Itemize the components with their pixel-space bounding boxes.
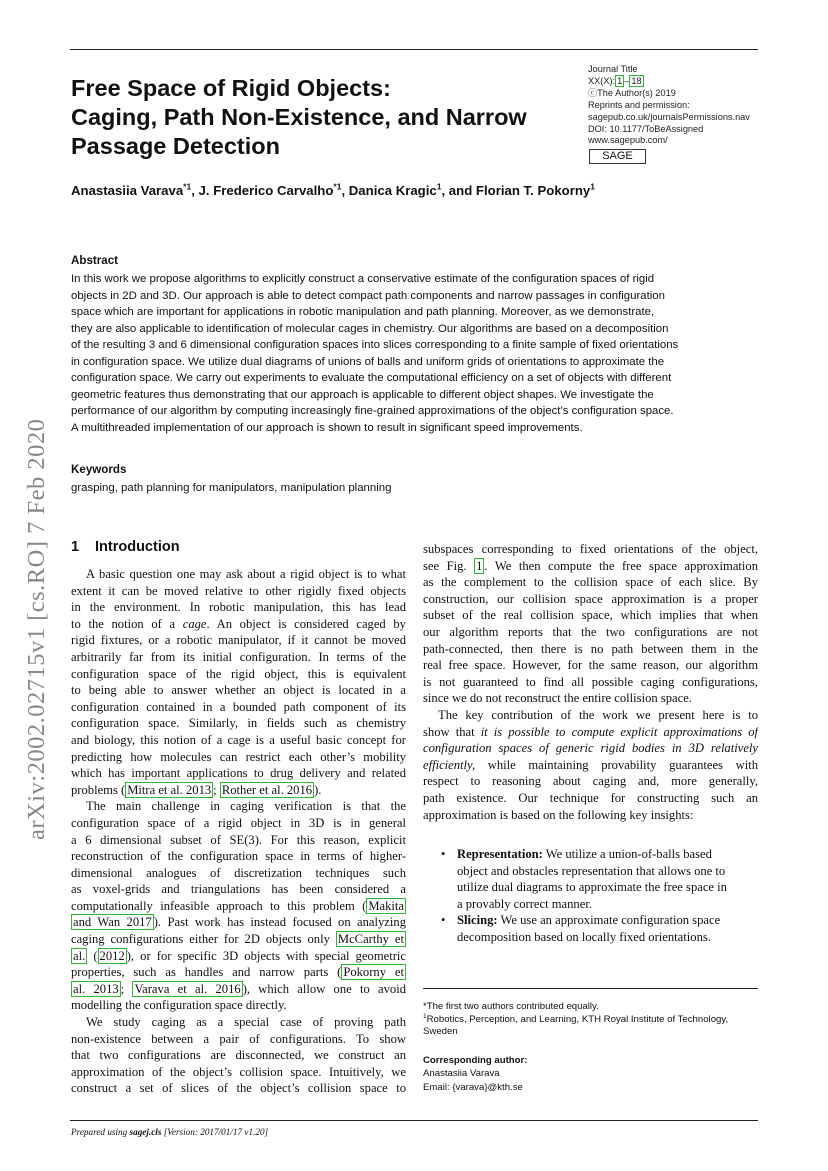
list-item-term: Slicing: — [457, 913, 498, 928]
keywords-text: grasping, path planning for manipulators, manipulation planning — [71, 482, 392, 494]
citation-link[interactable]: Rother et al. 2016 — [221, 782, 313, 797]
body-line: respect to reasoning about caging and, more generally, — [423, 774, 758, 789]
citation-link[interactable]: al. 2013 — [73, 981, 119, 996]
body-line: path-connected, then there is no path between them in the — [423, 641, 758, 656]
body-line: as the complement to the collision space of each slice. By — [423, 575, 758, 590]
journal-info — [588, 64, 788, 147]
body-line: real free space. However, for the same reason, our algorithm — [423, 658, 758, 673]
citation-link[interactable]: Makita — [368, 898, 404, 913]
body-line — [71, 948, 406, 965]
body-line: our algorithm reports that the two configurations are not — [423, 624, 758, 639]
body-line: and biology, this notion of a cage is a useful basic concept for — [71, 732, 406, 747]
text-run: ). — [314, 782, 322, 797]
keywords-heading: Keywords — [71, 463, 127, 476]
body-line: non-existence between a pair of configurations. To show — [71, 1031, 406, 1046]
citation-link[interactable]: McCarthy et — [337, 932, 404, 947]
body-line — [71, 981, 406, 998]
body-line: approximation of the object’s collision space. Intuitively, we — [71, 1064, 406, 1079]
journal-pages — [588, 76, 788, 88]
footnote-equal: *The first two authors contributed equally. — [423, 1001, 599, 1012]
author-affil-mark: 1 — [590, 181, 595, 192]
abstract-line: of the resulting 3 and 6 dimensional configuration spaces into slices corresponding to a finite sample of fixed orientations — [71, 339, 679, 352]
page-last-link[interactable]: 18 — [631, 75, 642, 86]
body-line: The main challenge in caging verification is that the — [86, 799, 406, 814]
corr-email: Email: {varava}@kth.se — [423, 1081, 523, 1093]
corr-name: Anastasiia Varava — [423, 1068, 500, 1080]
body-line: arbitrarily far from its initial configuration. In terms of the — [71, 649, 406, 664]
journal-doi: DOI: 10.1177/ToBeAssigned — [588, 123, 704, 134]
author-separator: , — [341, 183, 349, 198]
insight-list — [441, 846, 759, 946]
body-line: configuration space of a rigid object in 3D is in general — [71, 815, 406, 830]
author-name: Anastasiia Varava — [71, 183, 184, 198]
emphasis: it is possible to compute explicit approximations of — [480, 724, 758, 739]
bullet-icon: • — [441, 847, 446, 861]
list-item-term: Representation: — [457, 847, 543, 861]
abstract-body — [71, 271, 761, 436]
body-line: in the environment. In robotic manipulation, this has lead — [71, 600, 406, 615]
emphasis: cage — [182, 616, 207, 631]
body-line: a 6 dimensional subset of SE(3). For this reason, explicit — [71, 832, 406, 847]
list-item-line: object and obstacles representation that allows one to — [457, 863, 726, 878]
body-line: reconstruction of the configuration space in terms of higher- — [71, 849, 406, 864]
text-run: ( — [87, 948, 98, 963]
body-line: configuration space of the rigid object, this is equivalent — [71, 666, 406, 681]
footnote-mark: 1 — [423, 1012, 427, 1020]
text-run: ; — [213, 782, 220, 797]
text-run: We use an approximate configuration space — [497, 913, 721, 928]
abstract-line: objects in 2D and 3D. Our approach is able to detect compact path components and narrow passages in configuration — [71, 289, 665, 302]
list-item — [441, 846, 759, 863]
text-run: ), or for specific 3D objects with special geometric — [126, 948, 406, 963]
text-run: Robotics, Perception, and Learning, KTH Royal Institute of Technology, — [426, 1013, 729, 1025]
body-line: which has important applications to drug delivery and related — [71, 766, 406, 781]
author-separator: , — [191, 183, 199, 198]
body-line: dimensional analogues of discretization techniques such — [71, 865, 406, 880]
arxiv-stamp: arXiv:2002.02715v1 [cs.RO] 7 Feb 2020 — [23, 418, 50, 840]
body-line: to being able to answer whether an object is located in a — [71, 683, 406, 698]
page-first-link[interactable]: 1 — [617, 75, 623, 86]
abstract-line: performance of our algorithm by computing increasingly fine-grained approximations of the object’s configuration space. — [71, 405, 674, 418]
abstract-line: they are also applicable to identification of molecular cages in chemistry. Our algorithms are based on a decomposition — [71, 322, 669, 335]
author-separator: , and — [441, 183, 476, 198]
body-line: path existence. Our technique for constructing such an — [423, 790, 758, 805]
text-run: Prepared using — [71, 1127, 130, 1137]
text-run: ), which allow one to avoid — [242, 981, 406, 996]
body-line: as voxel-grids and triangulations has been considered a — [71, 882, 406, 897]
body-line: modelling the configuration space directly. — [71, 998, 287, 1013]
author-list — [71, 182, 771, 199]
body-line: The key contribution of the work we present here is to — [438, 707, 758, 722]
footnote-affiliation-cont: Sweden — [423, 1026, 458, 1038]
body-line — [71, 616, 406, 633]
citation-link[interactable]: and Wan 2017 — [73, 915, 152, 930]
emphasis: configuration spaces of generic rigid bodies in 3D relatively — [423, 741, 758, 756]
corr-heading: Corresponding author: — [423, 1055, 528, 1066]
body-line: configuration space. Similarly, in fields such as chemistry — [71, 716, 406, 731]
section-number: 1 — [71, 539, 80, 555]
bullet-icon: • — [441, 913, 446, 928]
citation-link[interactable]: al. — [73, 948, 86, 963]
journal-reprints-url: sagepub.co.uk/journalsPermissions.nav — [588, 111, 750, 122]
author-affil-mark: 1 — [436, 181, 442, 192]
page-separator: – — [624, 75, 630, 86]
text-run: problems ( — [71, 782, 126, 797]
body-line: rigid fixtures, or a robotic manipulator, if it cannot be moved — [71, 633, 406, 648]
author-name: Danica Kragic — [348, 183, 437, 198]
citation-link[interactable]: Varava et al. 2016 — [134, 981, 241, 996]
text-run: ). Past work has instead focused on analyzing — [153, 915, 406, 930]
section-heading — [71, 538, 180, 556]
journal-reprints: Reprints and permission: — [588, 99, 690, 110]
title-line: Caging, Path Non-Existence, and Narrow — [71, 104, 527, 130]
body-line — [423, 724, 758, 741]
journal-name: Journal Title — [588, 64, 638, 74]
footnote-affiliation — [423, 1014, 763, 1027]
body-line: subspaces corresponding to fixed orientations of the object, — [423, 542, 758, 556]
text-run: while maintaining provability guarantees with — [475, 757, 758, 772]
abstract-heading: Abstract — [71, 254, 119, 267]
body-line — [423, 558, 758, 575]
text-run: . We then compute the free space approximation — [484, 558, 758, 573]
author-affil-mark: *1 — [333, 181, 342, 192]
prepared-using — [71, 1127, 268, 1137]
citation-link[interactable]: Mitra et al. 2013 — [127, 782, 212, 797]
sage-logo: SAGE — [589, 149, 646, 164]
abstract-line: geometric features thus demonstrating that our approach is applicable to different object shapes. We investigate the — [71, 388, 654, 401]
body-line: A basic question one may ask about a rigid object is to what — [86, 567, 406, 581]
abstract-line: in configuration space. We utilize dual diagrams of unions of balls and uniform grids of orientations to approximate the — [71, 355, 665, 368]
body-line: since we do not reconstruct the entire collision space. — [423, 691, 692, 706]
list-item-line: utilize dual diagrams to approximate the free space in — [457, 880, 727, 895]
text-run: computationally infeasible approach to this problem ( — [71, 898, 367, 913]
text-run: to the notion of a — [71, 616, 183, 631]
text-run: We utilize a union-of-balls based — [542, 847, 712, 861]
text-run: ; — [120, 981, 133, 996]
body-line: predicting how molecules can restrict each other’s mobility — [71, 749, 406, 764]
list-item — [441, 912, 759, 929]
author-name: J. Frederico Carvalho — [198, 183, 334, 198]
body-line — [71, 914, 406, 931]
text-run: [Version: 2017/01/17 v1.20] — [161, 1127, 269, 1137]
text-run: caging configurations either for 2D objects only — [71, 932, 336, 947]
journal-website: www.sagepub.com/ — [588, 135, 668, 146]
right-column — [423, 541, 758, 823]
figure-link[interactable]: 1 — [476, 558, 483, 573]
list-item-line: decomposition based on locally fixed orientations. — [457, 929, 711, 944]
citation-link[interactable]: 2012 — [99, 948, 125, 963]
bottom-rule — [70, 1120, 758, 1121]
abstract-line: space which are important for applications in robotic manipulation and path planning. Moreover, as we demonstrate, — [71, 306, 655, 319]
body-line — [71, 964, 406, 981]
body-line: We study caging as a special case of proving path — [86, 1015, 406, 1030]
journal-volume: XX(X): — [588, 75, 616, 86]
text-run: show that — [423, 724, 481, 739]
section-title: Introduction — [95, 539, 180, 555]
abstract-line: configuration space. We carry out experiments to evaluate the computational efficiency on a set of objects with different — [71, 372, 672, 385]
author-name: Florian T. Pokorny — [475, 183, 591, 198]
text-run: see Fig. — [423, 558, 475, 573]
title-line: Passage Detection — [71, 133, 280, 159]
paper-title — [71, 74, 561, 161]
body-line — [71, 898, 406, 915]
left-column — [71, 566, 406, 1097]
body-line — [423, 740, 758, 757]
footnote-rule — [423, 988, 758, 989]
body-line: subset of the real collision space, which implies that when — [423, 608, 758, 623]
citation-link[interactable]: Pokorny et — [343, 965, 404, 980]
abstract-line: In this work we propose algorithms to explicitly construct a conservative estimate of the configuration spaces of rigid — [71, 273, 655, 285]
body-line: approximation is based on the following key insights: — [423, 807, 694, 822]
journal-copyright: ⓒThe Author(s) 2019 — [588, 87, 676, 98]
body-line — [423, 757, 758, 774]
emphasis: efficiently, — [423, 757, 476, 772]
body-line: extent it can be moved relative to other rigidly fixed objects — [71, 583, 406, 598]
body-line: that two configurations are disconnected, we construct an — [71, 1048, 406, 1063]
abstract-line: A multithreaded implementation of our approach is shown to result in significant speed improvements. — [71, 421, 583, 434]
top-rule — [70, 49, 758, 50]
author-affil-mark: *1 — [183, 181, 192, 192]
text-run: . An object is considered caged by — [206, 616, 406, 631]
body-line: construct a set of slices of the object’s collision space to — [71, 1081, 406, 1096]
corresponding-author — [423, 1054, 723, 1094]
title-line: Free Space of Rigid Objects: — [71, 75, 391, 101]
body-line — [71, 782, 406, 799]
class-file: sagej.cls — [129, 1127, 162, 1137]
text-run: properties, such as handles and narrow parts ( — [71, 965, 342, 980]
body-line: is not guaranteed to find all possible caging configurations, — [423, 674, 758, 689]
body-line: configuration contained in a bounded path component of its — [71, 699, 406, 714]
footnotes — [423, 1001, 763, 1039]
list-item-line: a provably correct manner. — [457, 896, 592, 911]
body-line — [71, 931, 406, 948]
body-line: construction, our collision space approximation is a proper — [423, 591, 758, 606]
